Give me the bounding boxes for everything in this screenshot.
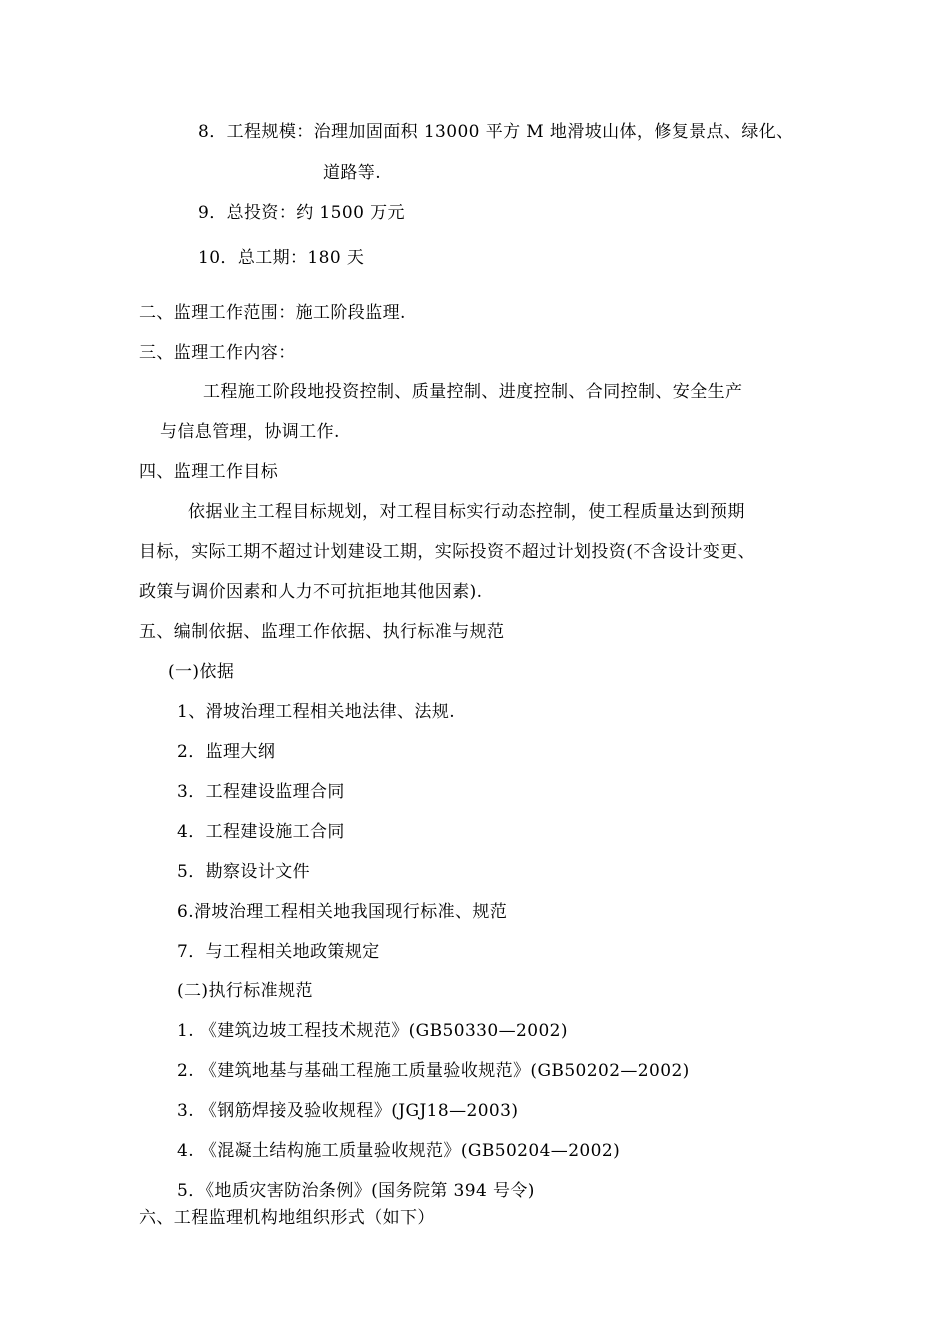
standard-item-3: 3. 《钢筋焊接及验收规程》(JGJ18—2003) — [177, 1101, 519, 1121]
standard-item-5: 5．《地质灾害防治条例》(国务院第 394 号令) — [177, 1181, 535, 1201]
section-5-sub1-heading: (一)依据 — [168, 662, 235, 682]
basis-item-3: 3．工程建设监理合同 — [177, 782, 345, 802]
section-5-heading: 五、编制依据、监理工作依据、执行标准与规范 — [139, 622, 505, 642]
section-3-paragraph-line2: 与信息管理，协调工作. — [160, 422, 340, 442]
basis-item-7: 7．与工程相关地政策规定 — [177, 942, 380, 962]
section-3-paragraph-line1: 工程施工阶段地投资控制、质量控制、进度控制、合同控制、安全生产 — [203, 382, 743, 402]
section-4-heading: 四、监理工作目标 — [139, 462, 279, 482]
basis-item-2: 2．监理大纲 — [177, 742, 276, 762]
section-3-heading: 三、监理工作内容： — [139, 343, 296, 363]
section-4-paragraph-line1: 依据业主工程目标规划，对工程目标实行动态控制，使工程质量达到预期 — [188, 502, 745, 522]
section-5-sub2-heading: (二)执行标准规范 — [177, 981, 313, 1001]
section-6-heading: 六、工程监理机构地组织形式（如下） — [139, 1208, 435, 1228]
basis-item-5: 5．勘察设计文件 — [177, 862, 311, 882]
item-9-investment: 9．总投资：约 1500 万元 — [198, 203, 405, 223]
section-4-paragraph-line2: 目标，实际工期不超过计划建设工期，实际投资不超过计划投资(不含设计变更、 — [139, 542, 756, 562]
item-10-duration: 10．总工期：180 天 — [198, 248, 365, 268]
section-2-heading: 二、监理工作范围：施工阶段监理. — [139, 303, 406, 323]
basis-item-4: 4．工程建设施工合同 — [177, 822, 345, 842]
section-4-paragraph-line3: 政策与调价因素和人力不可抗拒地其他因素). — [139, 582, 483, 602]
item-8-scale-line2: 道路等. — [323, 163, 382, 183]
item-8-scale-line1: 8．工程规模：治理加固面积 13000 平方 M 地滑坡山体，修复景点、绿化、 — [198, 122, 794, 142]
standard-item-1: 1. 《建筑边坡工程技术规范》(GB50330—2002) — [177, 1021, 568, 1041]
standard-item-2: 2. 《建筑地基与基础工程施工质量验收规范》(GB50202—2002) — [177, 1061, 690, 1081]
standard-item-4: 4. 《混凝土结构施工质量验收规范》(GB50204—2002) — [177, 1141, 621, 1161]
basis-item-6: 6.滑坡治理工程相关地我国现行标准、规范 — [177, 902, 508, 922]
basis-item-1: 1、滑坡治理工程相关地法律、法规. — [177, 702, 456, 722]
